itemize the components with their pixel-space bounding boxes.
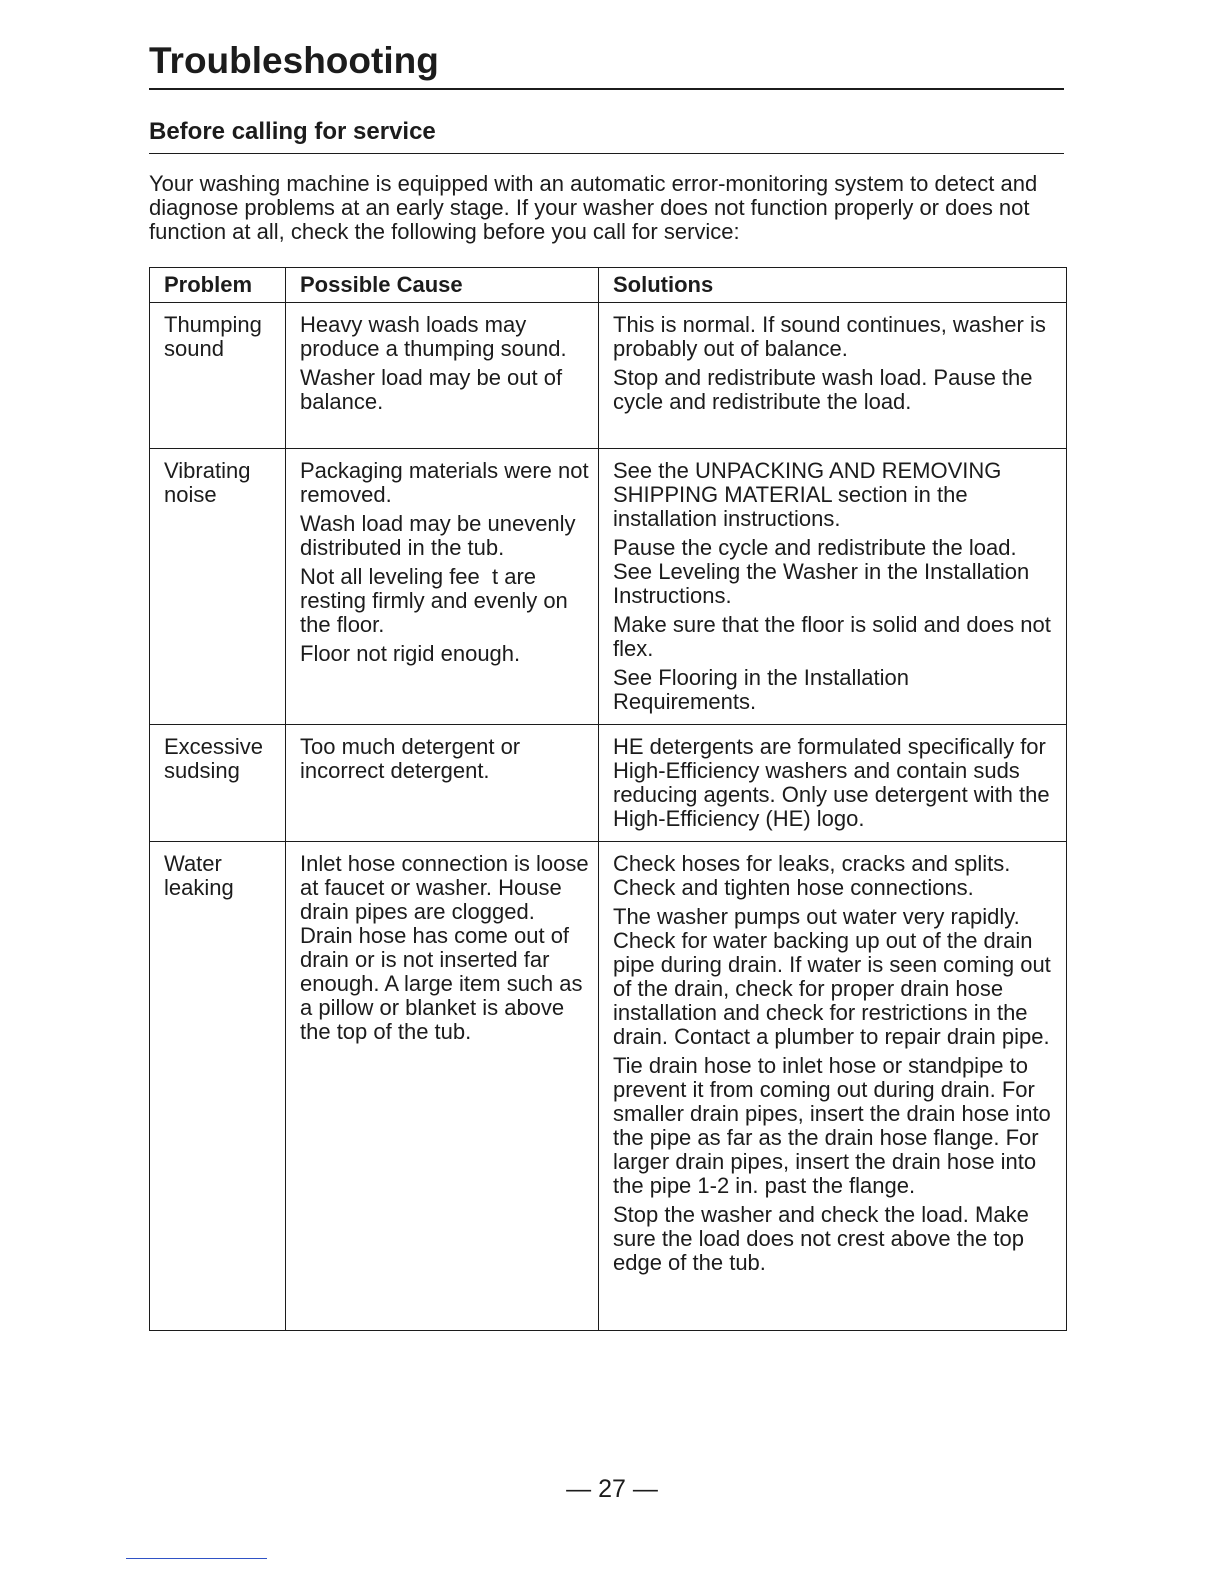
problem-cell: Water leaking [150,842,286,1331]
solution-text: Check hoses for leaks, cracks and splits. Check and tighten hose connections. [613,851,1011,900]
cause-text: Packaging materials were not removed. [300,458,589,507]
solution-text: Pause the cycle and redistribute the load. See Leveling the Washer in the Installation Instructions. [613,535,1030,608]
solution-text: Stop and redistribute wash load. Pause the cycle and redistribute the load. [613,365,1033,414]
cause-text: Not all leveling fee t are resting firmly and evenly on the floor. [300,564,574,637]
cause-cell [286,303,599,449]
cause-text: Floor not rigid enough. [300,641,521,666]
solution-text: HE detergents are formulated specifically for High-Efficiency washers and contain suds reducing agents. Only use detergent with the High-Efficiency (HE) logo. [613,734,1050,831]
troubleshooting-table [149,267,1067,1331]
cause-text: Heavy wash loads may produce a thumping sound. [300,312,567,361]
table-row [150,449,1067,725]
table-row [150,725,1067,842]
page-title: Troubleshooting [149,38,1064,90]
footer-rule [126,1558,267,1559]
table-row [150,303,1067,449]
cause-text: Wash load may be unevenly distributed in the tub. [300,511,576,560]
problem-cell: Excessive sudsing [150,725,286,842]
cause-cell [286,449,599,725]
problem-cell: Thumping sound [150,303,286,449]
cause-cell [286,842,599,1331]
table-header-row [150,268,1067,303]
table-row [150,842,1067,1331]
cause-text: Washer load may be out of balance. [300,365,563,414]
solution-cell [599,725,1067,842]
solution-text: The washer pumps out water very rapidly. Check for water backing up out of the drain pipe during drain. If water is seen coming out of the drain, check for proper drain hose installation and check for restrictions in the drain. Contact a plumber to repair drain pipe. [613,904,1051,1049]
solution-text: Stop the washer and check the load. Make sure the load does not crest above the top edge of the tub. [613,1202,1029,1275]
header-solutions: Solutions [599,268,1067,303]
solution-text: Tie drain hose to inlet hose or standpipe to prevent it from coming out during drain. For smaller drain pipes, insert the drain hose into the pipe as far as the drain hose flange. For larger drain pipes, insert the drain hose into the pipe 1-2 in. past the flange. [613,1053,1051,1198]
solution-cell [599,303,1067,449]
section-title: Before calling for service [149,116,1064,154]
solution-text: Make sure that the floor is solid and does not flex. [613,612,1051,661]
intro-paragraph: Your washing machine is equipped with an automatic error-monitoring system to detect and diagnose problems at an early stage. If your washer does not function properly or does not function at all, check the following before you call for service: [149,171,1038,244]
solution-cell [599,449,1067,725]
problem-cell: Vibrating noise [150,449,286,725]
solution-text: See the UNPACKING AND REMOVING SHIPPING MATERIAL section in the installation instructions. [613,458,1002,531]
header-possible-cause: Possible Cause [286,268,599,303]
page-number: — 27 — [566,1475,658,1503]
cause-text: Inlet hose connection is loose at faucet or washer. House drain pipes are clogged. Drain hose has come out of drain or is not inserted far enough. A large item such as a pillow or blanket is above the top of the tub. [300,851,589,1044]
header-problem: Problem [150,268,286,303]
solution-text: This is normal. If sound continues, washer is probably out of balance. [613,312,1046,361]
cause-text: Too much detergent or incorrect detergent. [300,734,521,783]
cause-cell [286,725,599,842]
solution-text: See Flooring in the Installation Requirements. [613,665,909,714]
solution-cell [599,842,1067,1331]
